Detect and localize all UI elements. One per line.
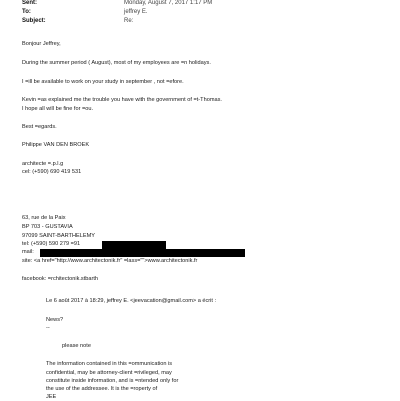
signature-cel: cel: (+590) 690 419 531 [22,169,82,175]
quoted-disclaimer-line-2: confidential, may be attorney-client =rivileged, may [46,370,172,376]
header-to-row [22,9,148,17]
redaction-bar-mail [40,249,245,257]
subject-value: Re: [124,18,134,25]
address-mail [22,249,34,256]
address-site[interactable]: site: <a href="http://www.architectonik.fr" =lass="">www.architectonik.fr [22,258,198,264]
body-paragraph-2: I =ill be available to work on your study in september , not =efore. [22,79,184,85]
body-paragraph-3-line-1: Kevin =as explained me the trouble you have with the government of =t-Thomas. [22,97,222,103]
body-paragraph-3-line-2: I hope all will be fine for =ou. [22,106,94,112]
subject-label: Subject: [22,18,46,25]
quoted-dashes: -- [46,325,50,331]
redaction-bar-tel [102,241,166,249]
quoted-please-note: please note [62,343,91,349]
quoted-attribution: Le 6 août 2017 à 18:29, jeffrey E. <jeevacation@gmail.com> a écrit : [46,298,217,304]
closing: Best =egards. [22,124,57,130]
to-value: jeffrey E. [124,9,148,16]
to-label: To: [22,9,31,16]
sender-name: Philippe VAN DEN BROEK [22,142,90,148]
mail-label: mail: [22,249,34,255]
sent-value: Monday, August 7, 2017 1:17 PM [124,0,213,7]
body-paragraph-1: During the summer period ( August), most of my employees are =n holidays. [22,60,211,66]
quoted-disclaimer-line-4: the use of the addressee. It is the =roperty of [46,386,158,392]
quoted-disclaimer-line-3: constitute inside information, and is =ntended only for [46,378,179,384]
header-subject-row [22,18,133,26]
address-facebook: facebook: =rchitectonik.stbarth [22,276,99,282]
signature-title: architecte =.p.l.g [22,161,64,167]
address-tel [22,241,80,248]
quoted-news: News? [46,317,64,323]
greeting: Bonjour Jeffrey, [22,41,61,47]
address-street: 63, rue de la Paix [22,215,66,221]
address-po-box: BP 703 - GUSTAVIA [22,224,73,230]
quoted-disclaimer-line-5: JEE [46,394,57,400]
sent-label: Sent: [22,0,37,7]
header-sent-row [22,0,212,8]
quoted-disclaimer-line-1: The information contained in this =ommunication is [46,361,173,367]
tel-text: tel: (+590) 590 279 =91 [22,241,81,247]
address-city: 97099 SAINT-BARTHELEMY [22,233,95,239]
